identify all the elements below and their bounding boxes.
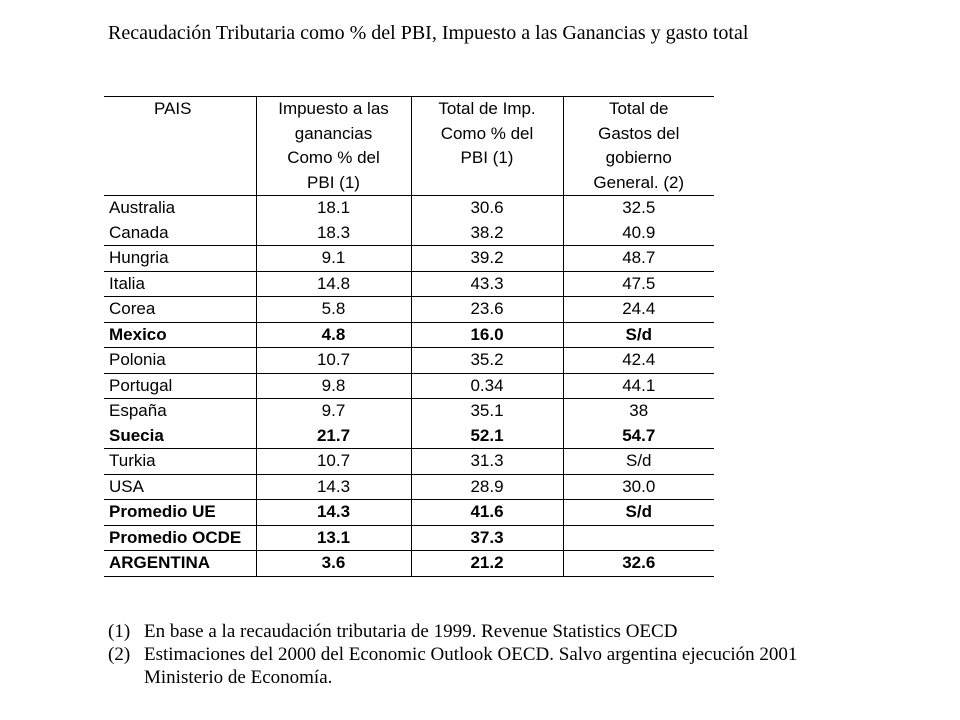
header-line: PAIS [154,99,192,118]
total-tax-cell: 35.1 [411,399,563,424]
total-tax-cell: 30.6 [411,196,563,221]
total-tax-cell: 23.6 [411,297,563,323]
table-row [104,196,714,221]
income-tax-cell: 5.8 [256,297,411,323]
footnote-text: Estimaciones del 2000 del Economic Outlook OECD. Salvo argentina ejecución 2001 [144,644,798,665]
spending-cell: S/d [563,500,714,526]
spending-cell: 47.5 [563,271,714,297]
total-tax-cell: 52.1 [411,424,563,449]
country-cell: Turkia [104,449,256,475]
total-tax-cell: 21.2 [411,551,563,577]
table-row [104,525,714,551]
total-tax-cell: 31.3 [411,449,563,475]
spending-cell: 48.7 [563,246,714,272]
footnote-1 [108,620,797,643]
header-line: PBI (1) [307,172,360,192]
country-cell: USA [104,474,256,500]
country-cell: Suecia [104,424,256,449]
spending-cell: 30.0 [563,474,714,500]
country-cell: ARGENTINA [104,551,256,577]
table-row [104,271,714,297]
table-row [104,322,714,348]
country-cell: Mexico [104,322,256,348]
income-tax-cell: 18.1 [256,196,411,221]
income-tax-cell: 18.3 [256,221,411,246]
spending-cell: 40.9 [563,221,714,246]
spending-cell: 32.5 [622,198,656,217]
income-tax-cell: 9.1 [256,246,411,272]
income-tax-cell: 13.1 [256,525,411,551]
header-total-tax [411,97,563,196]
table-row [104,221,714,246]
country-cell: Polonia [104,348,256,374]
table-row [104,399,714,424]
spending-cell: S/d [563,449,714,475]
header-line: Como % del [440,123,534,143]
header-line: Impuesto a las [278,99,389,118]
table-row [104,551,714,577]
footnote-2 [108,643,797,666]
total-tax-cell: 16.0 [411,322,563,348]
tax-table [104,96,714,577]
country-cell: Promedio OCDE [104,525,256,551]
country-cell: Corea [104,297,256,323]
country-cell: Canada [104,221,256,246]
income-tax-cell: 10.7 [256,449,411,475]
spending-cell: 38 [629,401,649,420]
header-line: Como % del [287,148,380,167]
country-cell: Portugal [104,373,256,399]
page-title: Recaudación Tributaria como % del PBI, Impuesto a las Ganancias y gasto total [108,22,749,44]
income-tax-cell: 14.3 [256,500,411,526]
country-cell: Promedio UE [104,500,256,526]
spending-cell: 24.4 [563,297,714,323]
header-row [104,97,714,196]
spending-cell [563,525,714,551]
table-header [104,97,714,196]
total-tax-cell: 35.2 [411,348,563,374]
table-row [104,297,714,323]
table-row [104,246,714,272]
header-line: PBI (1) [460,148,514,167]
total-tax-cell: 39.2 [411,246,563,272]
table-row [104,474,714,500]
total-tax-cell: 0.34 [411,373,563,399]
header-spending [563,97,714,196]
header-line: Total de [608,99,669,118]
header-line: ganancias [294,123,373,143]
table-row [104,373,714,399]
footnote-text: En base a la recaudación tributaria de 1999. Revenue Statistics OECD [144,621,678,642]
header-line: gobierno [605,148,672,167]
header-country [104,97,256,196]
table-row [104,449,714,475]
header-line: Total de Imp. [438,99,536,118]
spending-cell: 32.6 [563,551,714,577]
table-body [104,196,714,577]
country-cell: Australia [104,196,256,221]
total-tax-cell: 37.3 [411,525,563,551]
header-line: Gastos del [598,123,680,143]
spending-cell: 42.4 [563,348,714,374]
income-tax-cell: 3.6 [256,551,411,577]
income-tax-cell: 14.3 [256,474,411,500]
footnote-number: (2) [108,644,131,665]
total-tax-cell: 28.9 [411,474,563,500]
income-tax-cell: 21.7 [256,424,411,449]
footnotes [108,620,797,689]
footnote-number: (1) [108,621,131,642]
spending-cell: 44.1 [563,373,714,399]
income-tax-cell: 10.7 [256,348,411,374]
header-income-tax [256,97,411,196]
total-tax-cell: 41.6 [411,500,563,526]
total-tax-cell: 43.3 [411,271,563,297]
spending-cell: S/d [563,322,714,348]
country-cell: España [104,399,256,424]
income-tax-cell: 9.8 [256,373,411,399]
country-cell: Hungria [104,246,256,272]
footnote-text-continued: Ministerio de Economía. [144,667,333,688]
spending-cell: 54.7 [563,424,714,449]
income-tax-cell: 9.7 [256,399,411,424]
income-tax-cell: 4.8 [256,322,411,348]
country-cell: Italia [104,271,256,297]
income-tax-cell: 14.8 [256,271,411,297]
header-line: General. (2) [593,172,685,192]
table-row [104,348,714,374]
total-tax-cell: 38.2 [411,221,563,246]
table-row [104,424,714,449]
table-row [104,500,714,526]
